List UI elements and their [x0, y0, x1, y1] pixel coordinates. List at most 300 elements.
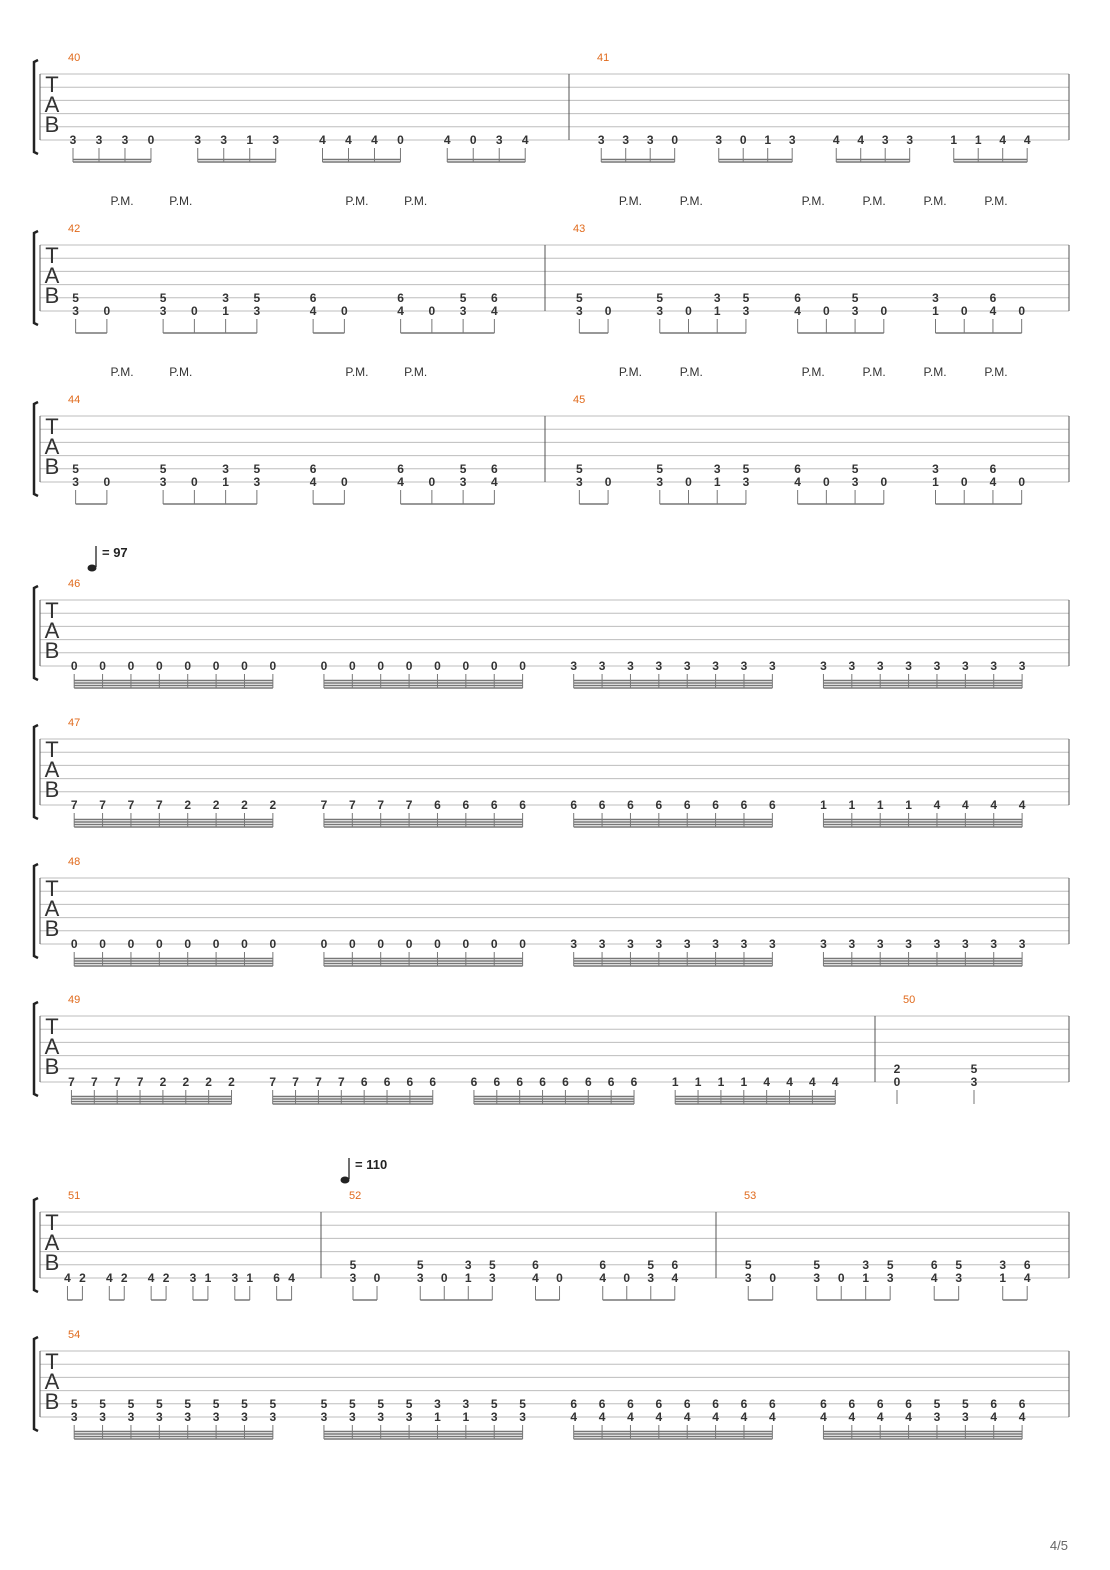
fret-number: 3 — [769, 937, 776, 951]
system-bracket — [34, 402, 38, 496]
fret-number: 3 — [655, 937, 663, 951]
fret-number: 3 — [459, 304, 467, 318]
fret-number: 3 — [155, 1410, 163, 1424]
tab-clef-letter: B — [44, 283, 60, 308]
fret-number: 4 — [990, 1410, 998, 1424]
fret-number: 6 — [930, 1258, 938, 1272]
fret-number: 5 — [656, 291, 664, 305]
fret-number: 6 — [769, 1397, 776, 1411]
system-bracket — [34, 1337, 38, 1431]
palm-mute-label: P.M. — [679, 365, 703, 379]
fret-number: 3 — [683, 659, 691, 673]
fret-number: 6 — [397, 462, 404, 476]
fret-number: 3 — [712, 937, 719, 951]
fret-number: 6 — [309, 291, 317, 305]
fret-number: 6 — [989, 291, 997, 305]
system-bracket — [34, 231, 38, 325]
fret-number: 0 — [490, 937, 498, 951]
fret-number: 7 — [90, 1075, 98, 1089]
palm-mute-label: P.M. — [984, 365, 1008, 379]
fret-number: 1 — [246, 133, 254, 147]
tempo-mark: = 110 — [355, 1157, 388, 1172]
fret-number: 0 — [490, 659, 498, 673]
fret-number: 4 — [876, 1410, 884, 1424]
fret-number: 7 — [348, 798, 356, 812]
fret-number: 3 — [576, 475, 583, 489]
fret-number: 3 — [848, 659, 856, 673]
fret-number: 3 — [713, 291, 721, 305]
fret-number: 2 — [182, 1075, 190, 1089]
fret-number: 4 — [397, 304, 404, 318]
fret-number: 7 — [377, 798, 385, 812]
fret-number: 4 — [933, 798, 941, 812]
fret-number: 0 — [348, 659, 356, 673]
palm-mute-label: P.M. — [801, 194, 825, 208]
tab-clef-letter: B — [44, 1250, 60, 1275]
fret-number: 4 — [848, 1410, 856, 1424]
fret-number: 6 — [683, 1397, 691, 1411]
fret-number: 5 — [490, 1397, 498, 1411]
fret-number: 3 — [712, 659, 719, 673]
measure-number: 44 — [68, 394, 81, 406]
palm-mute-label: P.M. — [923, 365, 947, 379]
fret-number: 0 — [241, 659, 248, 673]
fret-number: 3 — [377, 1410, 385, 1424]
fret-number: 4 — [147, 1271, 155, 1285]
fret-number: 6 — [562, 1075, 569, 1089]
fret-number: 4 — [443, 133, 451, 147]
fret-number: 6 — [989, 462, 997, 476]
fret-number: 6 — [309, 462, 317, 476]
fret-number: 3 — [189, 1271, 197, 1285]
fret-number: 7 — [155, 798, 163, 812]
fret-number: 3 — [999, 1258, 1007, 1272]
fret-number: 6 — [516, 1075, 524, 1089]
fret-number: 0 — [377, 937, 385, 951]
fret-number: 3 — [715, 133, 723, 147]
fret-number: 0 — [341, 304, 348, 318]
tab-clef-letter: A — [44, 92, 60, 117]
tab-clef-letter: B — [44, 1054, 60, 1079]
fret-number: 0 — [739, 133, 747, 147]
fret-number: 4 — [740, 1410, 748, 1424]
fret-number: 3 — [495, 133, 503, 147]
fret-number: 5 — [127, 1397, 135, 1411]
fret-number: 0 — [397, 133, 404, 147]
fret-number: 3 — [253, 475, 261, 489]
fret-number: 7 — [99, 798, 106, 812]
fret-number: 0 — [434, 659, 441, 673]
fret-number: 0 — [103, 475, 111, 489]
measure-number: 50 — [903, 994, 916, 1006]
tab-clef-letter: A — [44, 896, 60, 921]
fret-number: 0 — [671, 133, 679, 147]
fret-number: 6 — [1023, 1258, 1031, 1272]
system-bracket — [34, 60, 38, 154]
fret-number: 3 — [488, 1271, 496, 1285]
fret-number: 6 — [519, 798, 526, 812]
measure-number: 51 — [68, 1190, 81, 1202]
fret-number: 1 — [246, 1271, 254, 1285]
fret-number: 3 — [231, 1271, 239, 1285]
fret-number: 0 — [99, 937, 106, 951]
measure-number: 52 — [349, 1190, 362, 1202]
palm-mute-label: P.M. — [110, 194, 134, 208]
fret-number: 2 — [241, 798, 248, 812]
fret-number: 0 — [837, 1271, 845, 1285]
fret-number: 3 — [348, 1410, 356, 1424]
tab-clef-letter: A — [44, 1369, 60, 1394]
fret-number: 4 — [371, 133, 378, 147]
fret-number: 6 — [740, 798, 748, 812]
fret-number: 5 — [241, 1397, 248, 1411]
fret-number: 1 — [204, 1271, 212, 1285]
fret-number: 3 — [220, 133, 228, 147]
tab-clef-letter: A — [44, 263, 60, 288]
fret-number: 6 — [848, 1397, 856, 1411]
palm-mute-label: P.M. — [679, 194, 703, 208]
measure-number: 47 — [68, 717, 81, 729]
fret-number: 5 — [72, 291, 79, 305]
fret-number: 3 — [820, 659, 827, 673]
fret-number: 0 — [155, 659, 163, 673]
fret-number: 3 — [848, 937, 856, 951]
fret-number: 0 — [191, 304, 198, 318]
tab-clef-letter: A — [44, 1230, 60, 1255]
fret-number: 3 — [851, 304, 859, 318]
fret-number: 3 — [269, 1410, 277, 1424]
fret-number: 3 — [851, 475, 859, 489]
fret-number: 1 — [464, 1271, 472, 1285]
fret-number: 0 — [405, 937, 413, 951]
tab-clef-letter: T — [45, 1014, 59, 1039]
fret-number: 3 — [570, 659, 578, 673]
fret-number: 0 — [70, 937, 78, 951]
fret-number: 0 — [462, 659, 470, 673]
fret-number: 5 — [933, 1397, 941, 1411]
fret-number: 0 — [893, 1075, 901, 1089]
palm-mute-label: P.M. — [345, 365, 369, 379]
tab-clef-letter: B — [44, 1389, 60, 1414]
fret-number: 0 — [823, 304, 830, 318]
fret-number: 7 — [405, 798, 413, 812]
fret-number: 5 — [253, 291, 261, 305]
fret-number: 0 — [184, 659, 192, 673]
fret-number: 3 — [881, 133, 889, 147]
fret-number: 3 — [769, 659, 776, 673]
fret-number: 4 — [491, 475, 498, 489]
fret-number: 4 — [532, 1271, 539, 1285]
fret-number: 3 — [222, 291, 229, 305]
fret-number: 3 — [647, 1271, 655, 1285]
fret-number: 4 — [1023, 1271, 1031, 1285]
fret-number: 0 — [519, 937, 526, 951]
fret-number: 5 — [656, 462, 664, 476]
fret-number: 0 — [377, 659, 385, 673]
fret-number: 1 — [434, 1410, 441, 1424]
fret-number: 4 — [712, 1410, 719, 1424]
fret-number: 3 — [576, 304, 583, 318]
fret-number: 3 — [713, 462, 721, 476]
fret-number: 0 — [469, 133, 477, 147]
tab-clef-letter: T — [45, 1210, 59, 1235]
fret-number: 4 — [309, 304, 317, 318]
fret-number: 5 — [416, 1258, 424, 1272]
fret-number: 0 — [880, 304, 888, 318]
fret-number: 6 — [491, 462, 498, 476]
fret-number: 4 — [809, 1075, 816, 1089]
fret-number: 3 — [405, 1410, 413, 1424]
fret-number: 6 — [429, 1075, 437, 1089]
fret-number: 3 — [159, 475, 167, 489]
fret-number: 0 — [147, 133, 155, 147]
fret-number: 1 — [862, 1271, 870, 1285]
fret-number: 4 — [345, 133, 352, 147]
fret-number: 4 — [832, 133, 840, 147]
tab-clef-letter: B — [44, 916, 60, 941]
fret-number: 0 — [184, 937, 192, 951]
fret-number: 6 — [539, 1075, 546, 1089]
measure-number: 40 — [68, 52, 81, 64]
fret-number: 6 — [273, 1271, 280, 1285]
system-bracket — [34, 1002, 38, 1096]
fret-number: 5 — [159, 462, 167, 476]
fret-number: 6 — [630, 1075, 638, 1089]
fret-number: 4 — [64, 1271, 71, 1285]
fret-number: 4 — [491, 304, 498, 318]
fret-number: 1 — [717, 1075, 725, 1089]
fret-number: 4 — [1023, 133, 1031, 147]
fret-number: 3 — [1018, 937, 1026, 951]
fret-number: 5 — [253, 462, 261, 476]
fret-number: 3 — [349, 1271, 357, 1285]
fret-number: 6 — [570, 1397, 578, 1411]
fret-number: 7 — [315, 1075, 322, 1089]
fret-number: 0 — [191, 475, 198, 489]
fret-number: 3 — [932, 291, 939, 305]
fret-number: 0 — [519, 659, 526, 673]
fret-number: 0 — [685, 475, 692, 489]
fret-number: 3 — [655, 659, 663, 673]
fret-number: 1 — [671, 1075, 679, 1089]
fret-number: 3 — [416, 1271, 424, 1285]
fret-number: 5 — [647, 1258, 655, 1272]
fret-number: 3 — [788, 133, 796, 147]
fret-number: 0 — [348, 937, 356, 951]
fret-number: 2 — [205, 1075, 212, 1089]
fret-number: 0 — [269, 937, 277, 951]
system-bracket — [34, 1198, 38, 1292]
fret-number: 6 — [712, 798, 719, 812]
fret-number: 6 — [493, 1075, 501, 1089]
fret-number: 3 — [519, 1410, 526, 1424]
measure-number: 54 — [68, 1329, 81, 1341]
fret-number: 0 — [320, 937, 328, 951]
fret-number: 0 — [434, 937, 441, 951]
fret-number: 0 — [269, 659, 277, 673]
fret-number: 1 — [764, 133, 772, 147]
fret-number: 7 — [68, 1075, 75, 1089]
fret-number: 4 — [831, 1075, 839, 1089]
fret-number: 1 — [905, 798, 912, 812]
fret-number: 0 — [769, 1271, 777, 1285]
palm-mute-label: P.M. — [862, 365, 886, 379]
fret-number: 4 — [989, 475, 997, 489]
palm-mute-label: P.M. — [801, 365, 825, 379]
fret-number: 7 — [127, 798, 135, 812]
quarter-note-icon — [88, 565, 97, 572]
fret-number: 4 — [786, 1075, 793, 1089]
fret-number: 7 — [136, 1075, 144, 1089]
fret-number: 4 — [655, 1410, 663, 1424]
fret-number: 5 — [970, 1062, 978, 1076]
fret-number: 1 — [222, 475, 229, 489]
tab-clef-letter: B — [44, 777, 60, 802]
fret-number: 2 — [79, 1271, 86, 1285]
fret-number: 2 — [269, 798, 277, 812]
fret-number: 3 — [272, 133, 280, 147]
fret-number: 5 — [955, 1258, 963, 1272]
fret-number: 2 — [184, 798, 192, 812]
fret-number: 4 — [319, 133, 326, 147]
fret-number: 6 — [1018, 1397, 1026, 1411]
fret-number: 5 — [459, 291, 467, 305]
fret-number: 0 — [127, 937, 135, 951]
fret-number: 6 — [627, 1397, 634, 1411]
fret-number: 3 — [876, 937, 884, 951]
fret-number: 7 — [269, 1075, 277, 1089]
fret-number: 3 — [683, 937, 691, 951]
fret-number: 2 — [120, 1271, 128, 1285]
fret-number: 0 — [70, 659, 78, 673]
measure-number: 43 — [573, 223, 586, 235]
fret-number: 0 — [212, 659, 220, 673]
palm-mute-label: P.M. — [404, 194, 428, 208]
fret-number: 3 — [253, 304, 261, 318]
fret-number: 6 — [397, 291, 404, 305]
fret-number: 0 — [960, 304, 968, 318]
fret-number: 6 — [712, 1397, 719, 1411]
palm-mute-label: P.M. — [110, 365, 134, 379]
fret-number: 1 — [974, 133, 982, 147]
measure-number: 53 — [744, 1190, 757, 1202]
measure-number: 41 — [597, 52, 610, 64]
fret-number: 3 — [320, 1410, 328, 1424]
fret-number: 3 — [598, 659, 606, 673]
fret-number: 0 — [241, 937, 248, 951]
fret-number: 0 — [556, 1271, 563, 1285]
fret-number: 3 — [932, 462, 939, 476]
fret-number: 5 — [488, 1258, 496, 1272]
fret-number: 1 — [848, 798, 856, 812]
fret-number: 3 — [933, 937, 941, 951]
fret-number: 4 — [857, 133, 865, 147]
fret-number: 0 — [341, 475, 348, 489]
fret-number: 4 — [598, 1410, 606, 1424]
fret-number: 4 — [570, 1410, 578, 1424]
fret-number: 3 — [813, 1271, 821, 1285]
fret-number: 3 — [970, 1075, 978, 1089]
fret-number: 5 — [851, 462, 859, 476]
fret-number: 5 — [742, 462, 750, 476]
tab-clef-letter: B — [44, 454, 60, 479]
fret-number: 3 — [955, 1271, 963, 1285]
system-bracket — [34, 725, 38, 819]
fret-number: 2 — [228, 1075, 235, 1089]
fret-number: 3 — [862, 1258, 870, 1272]
fret-number: 6 — [607, 1075, 615, 1089]
fret-number: 1 — [820, 798, 827, 812]
fret-number: 6 — [532, 1258, 539, 1272]
palm-mute-label: P.M. — [923, 194, 947, 208]
fret-number: 0 — [212, 937, 220, 951]
fret-number: 6 — [434, 798, 441, 812]
fret-number: 5 — [377, 1397, 385, 1411]
fret-number: 0 — [428, 304, 436, 318]
fret-number: 3 — [598, 937, 606, 951]
fret-number: 4 — [309, 475, 317, 489]
palm-mute-label: P.M. — [862, 194, 886, 208]
fret-number: 3 — [127, 1410, 135, 1424]
fret-number: 3 — [627, 659, 634, 673]
fret-number: 6 — [769, 798, 776, 812]
fret-number: 5 — [851, 291, 859, 305]
tempo-mark: = 97 — [102, 545, 128, 560]
fret-number: 3 — [95, 133, 103, 147]
fret-number: 0 — [99, 659, 106, 673]
fret-number: 0 — [155, 937, 163, 951]
fret-number: 3 — [459, 475, 467, 489]
fret-number: 3 — [241, 1410, 248, 1424]
fret-number: 1 — [932, 304, 939, 318]
fret-number: 0 — [127, 659, 135, 673]
fret-number: 0 — [405, 659, 413, 673]
fret-number: 6 — [470, 1075, 478, 1089]
fret-number: 3 — [990, 659, 998, 673]
measure-number: 46 — [68, 578, 81, 590]
fret-number: 4 — [105, 1271, 113, 1285]
fret-number: 3 — [886, 1271, 894, 1285]
measure-number: 45 — [573, 394, 586, 406]
fret-number: 3 — [933, 1410, 941, 1424]
fret-number: 3 — [742, 475, 750, 489]
fret-number: 7 — [70, 798, 78, 812]
measure-number: 49 — [68, 994, 81, 1006]
fret-number: 5 — [576, 462, 583, 476]
fret-number: 3 — [990, 937, 998, 951]
fret-number: 6 — [491, 291, 498, 305]
fret-number: 0 — [462, 937, 470, 951]
fret-number: 0 — [373, 1271, 381, 1285]
fret-number: 4 — [683, 1410, 691, 1424]
fret-number: 5 — [70, 1397, 78, 1411]
fret-number: 3 — [462, 1397, 470, 1411]
system-bracket — [34, 864, 38, 958]
palm-mute-label: P.M. — [404, 365, 428, 379]
fret-number: 4 — [794, 304, 801, 318]
quarter-note-icon — [341, 1177, 350, 1184]
palm-mute-label: P.M. — [984, 194, 1008, 208]
fret-number: 6 — [990, 1397, 998, 1411]
tab-clef-letter: T — [45, 737, 59, 762]
fret-number: 3 — [876, 659, 884, 673]
fret-number: 3 — [70, 1410, 78, 1424]
fret-number: 6 — [655, 798, 663, 812]
fret-number: 5 — [212, 1397, 220, 1411]
fret-number: 6 — [876, 1397, 884, 1411]
fret-number: 4 — [962, 798, 969, 812]
tab-clef-letter: A — [44, 757, 60, 782]
